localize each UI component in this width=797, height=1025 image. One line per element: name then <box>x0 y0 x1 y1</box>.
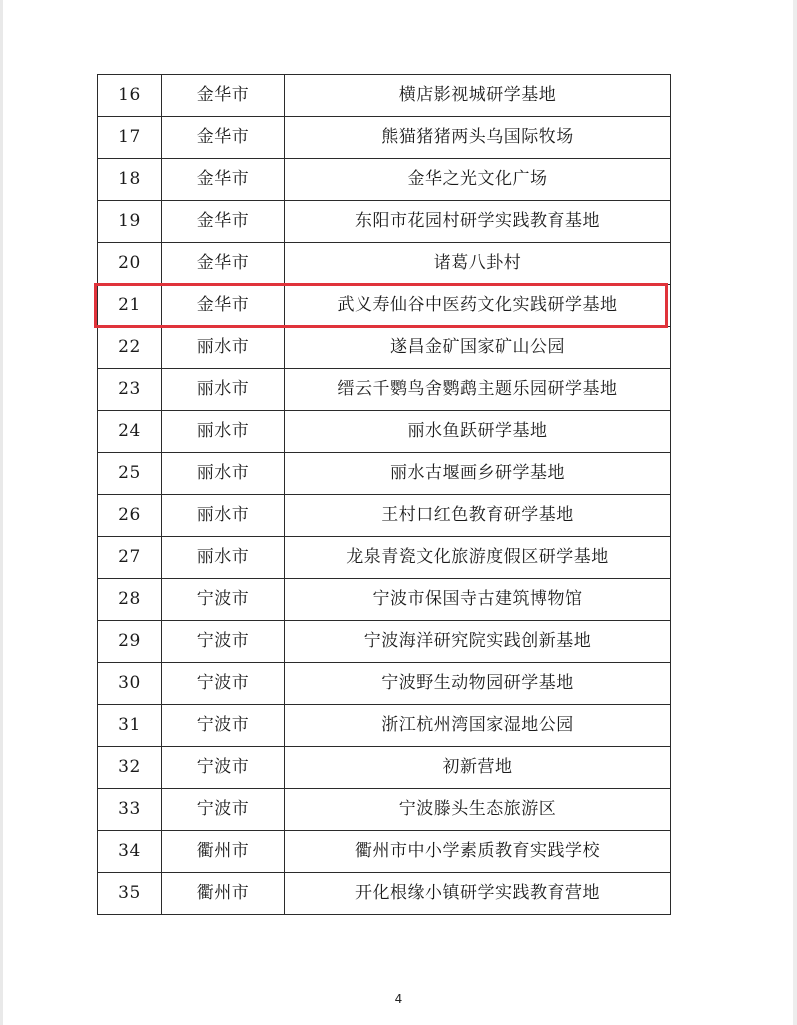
row-site-name-cell: 武义寿仙谷中医药文化实践研学基地 <box>285 285 671 327</box>
row-city-cell: 宁波市 <box>162 579 285 621</box>
row-number-cell: 23 <box>98 369 162 411</box>
row-number-cell: 16 <box>98 75 162 117</box>
row-number-cell: 30 <box>98 663 162 705</box>
row-city-cell: 衢州市 <box>162 831 285 873</box>
row-city-cell: 金华市 <box>162 159 285 201</box>
table-row <box>98 75 671 117</box>
table-row <box>98 873 671 915</box>
row-city-cell: 金华市 <box>162 243 285 285</box>
table-row <box>98 243 671 285</box>
row-site-name-cell: 浙江杭州湾国家湿地公园 <box>285 705 671 747</box>
row-site-name-cell: 王村口红色教育研学基地 <box>285 495 671 537</box>
table-row <box>98 159 671 201</box>
row-city-cell: 宁波市 <box>162 747 285 789</box>
row-site-name-cell: 开化根缘小镇研学实践教育营地 <box>285 873 671 915</box>
table-row <box>98 537 671 579</box>
row-city-cell: 宁波市 <box>162 705 285 747</box>
row-site-name-cell: 横店影视城研学基地 <box>285 75 671 117</box>
table-row <box>98 495 671 537</box>
table-row <box>98 831 671 873</box>
row-site-name-cell: 宁波市保国寺古建筑博物馆 <box>285 579 671 621</box>
row-city-cell: 金华市 <box>162 201 285 243</box>
row-site-name-cell: 东阳市花园村研学实践教育基地 <box>285 201 671 243</box>
table-row <box>98 663 671 705</box>
row-site-name-cell: 诸葛八卦村 <box>285 243 671 285</box>
table-row <box>98 327 671 369</box>
row-number-cell: 33 <box>98 789 162 831</box>
row-site-name-cell: 丽水古堰画乡研学基地 <box>285 453 671 495</box>
row-number-cell: 19 <box>98 201 162 243</box>
row-site-name-cell: 丽水鱼跃研学基地 <box>285 411 671 453</box>
row-number-cell: 27 <box>98 537 162 579</box>
row-number-cell: 28 <box>98 579 162 621</box>
row-city-cell: 丽水市 <box>162 327 285 369</box>
table-row <box>98 621 671 663</box>
row-site-name-cell: 宁波野生动物园研学基地 <box>285 663 671 705</box>
row-site-name-cell: 初新营地 <box>285 747 671 789</box>
row-number-cell: 18 <box>98 159 162 201</box>
row-city-cell: 宁波市 <box>162 663 285 705</box>
row-site-name-cell: 宁波滕头生态旅游区 <box>285 789 671 831</box>
row-city-cell: 金华市 <box>162 117 285 159</box>
row-site-name-cell: 金华之光文化广场 <box>285 159 671 201</box>
page-edge-right <box>793 0 797 1025</box>
row-number-cell: 34 <box>98 831 162 873</box>
table-row <box>98 579 671 621</box>
row-number-cell: 20 <box>98 243 162 285</box>
row-city-cell: 宁波市 <box>162 621 285 663</box>
row-number-cell: 17 <box>98 117 162 159</box>
row-number-cell: 29 <box>98 621 162 663</box>
row-city-cell: 金华市 <box>162 75 285 117</box>
row-number-cell: 24 <box>98 411 162 453</box>
row-city-cell: 宁波市 <box>162 789 285 831</box>
row-number-cell: 25 <box>98 453 162 495</box>
row-site-name-cell: 遂昌金矿国家矿山公园 <box>285 327 671 369</box>
table-row <box>98 201 671 243</box>
page-edge-left <box>0 0 3 1025</box>
row-site-name-cell: 衢州市中小学素质教育实践学校 <box>285 831 671 873</box>
row-site-name-cell: 宁波海洋研究院实践创新基地 <box>285 621 671 663</box>
row-city-cell: 丽水市 <box>162 537 285 579</box>
row-site-name-cell: 熊猫猪猪两头乌国际牧场 <box>285 117 671 159</box>
row-city-cell: 丽水市 <box>162 453 285 495</box>
row-city-cell: 金华市 <box>162 285 285 327</box>
row-site-name-cell: 缙云千鹦鸟舍鹦鹉主题乐园研学基地 <box>285 369 671 411</box>
table-row <box>98 411 671 453</box>
study-base-table <box>97 74 671 915</box>
table-row <box>98 705 671 747</box>
row-number-cell: 35 <box>98 873 162 915</box>
table-row <box>98 369 671 411</box>
row-city-cell: 衢州市 <box>162 873 285 915</box>
table-row <box>98 789 671 831</box>
page-number: 4 <box>394 992 403 1006</box>
row-number-cell: 22 <box>98 327 162 369</box>
row-city-cell: 丽水市 <box>162 369 285 411</box>
row-site-name-cell: 龙泉青瓷文化旅游度假区研学基地 <box>285 537 671 579</box>
row-number-cell: 26 <box>98 495 162 537</box>
row-number-cell: 21 <box>98 285 162 327</box>
row-number-cell: 32 <box>98 747 162 789</box>
table-row <box>98 285 671 327</box>
table-row <box>98 747 671 789</box>
row-city-cell: 丽水市 <box>162 495 285 537</box>
row-city-cell: 丽水市 <box>162 411 285 453</box>
table-body <box>98 75 671 915</box>
table-row <box>98 117 671 159</box>
row-number-cell: 31 <box>98 705 162 747</box>
table-row <box>98 453 671 495</box>
